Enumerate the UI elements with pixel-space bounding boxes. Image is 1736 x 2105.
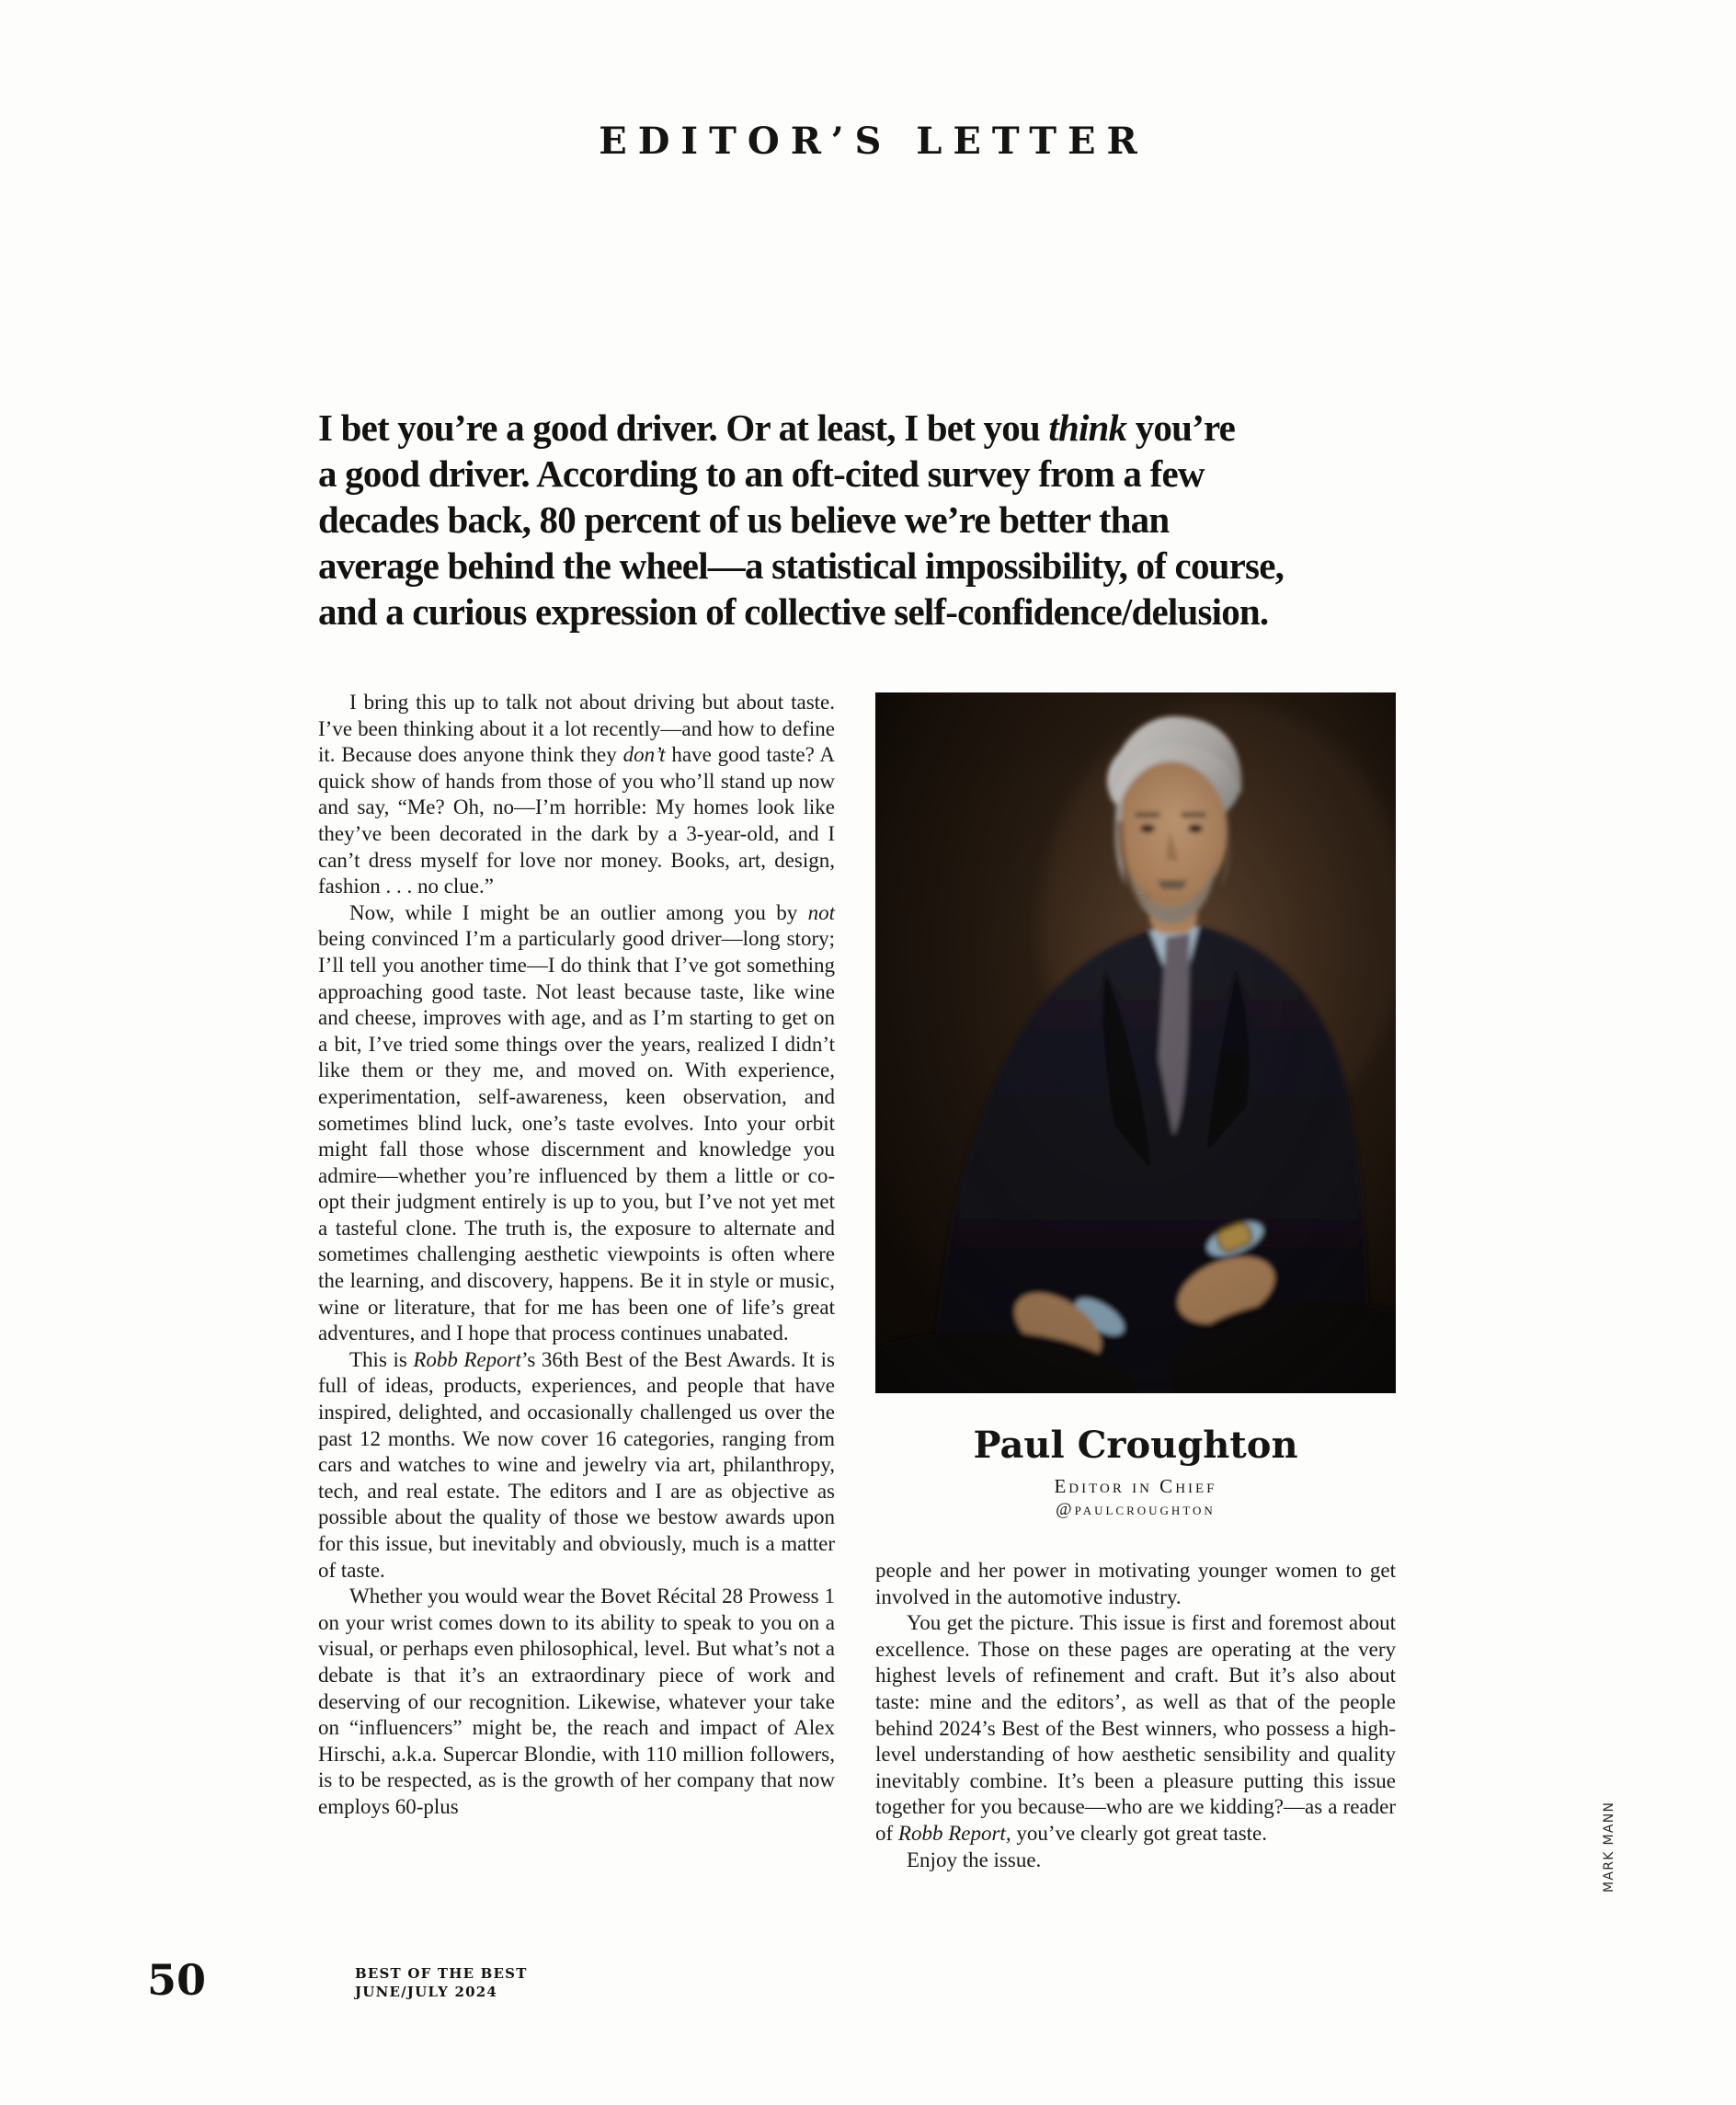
caption-role: Editor in Chief bbox=[1054, 1475, 1217, 1497]
body-paragraph: Whether you would wear the Bovet Récital 28 Prowess 1 on your wrist comes down to its ability to speak to you on a visual, or perhaps even philosophical, level. But what’s not a debate is that it’s an extraordinary piece of work and deserving of our recognition. Likewise, whatever your take on “influencers” might be, the reach and impact of Alex Hirschi, a.k.a. Supercar Blondie, with 110 million followers, is to be respected, as is the growth of her company that now employs 60-plus bbox=[318, 1584, 835, 1818]
intro-line: and a curious expression of collective self-confidence/delusion. bbox=[318, 590, 1269, 633]
intro-line: a good driver. According to an oft-cited survey from a few bbox=[318, 452, 1205, 495]
body-paragraph: This is Robb Report’s 36th Best of the Best Awards. It is full of ideas, products, experiences, and people that have inspired, delighted, and occasionally challenged us over the past 12 months. We now cover 16 categories, ranging from cars and watches to wine and jewelry via art, philanthropy, tech, and real estate. The editors and I are as objective as possible about the quality of those we bestow awards upon for this issue, but inevitably and obviously, much is a matter of taste. bbox=[318, 1347, 835, 1582]
portrait-illustration bbox=[875, 692, 1396, 1393]
photo-caption bbox=[875, 1424, 1396, 1520]
body-paragraph: You get the picture. This issue is first and foremost about excellence. Those on these pages are operating at the very highest levels of refinement and craft. But it’s also about taste: mine and the editors’, as well as that of the people behind 2024’s Best of the Best winners, who possess a high-level understanding of how aesthetic sensibility and quality inevitably combine. It’s been a pleasure putting this issue together for you because—who are we kidding?—as a reader of Robb Report, you’ve clearly got great taste. bbox=[875, 1611, 1396, 1845]
intro-line: decades back, 80 percent of us believe we’re better than bbox=[318, 498, 1170, 541]
body-paragraph: people and her power in motivating younger women to get involved in the automotive industry. bbox=[875, 1559, 1396, 1608]
body-paragraph: Now, while I might be an outlier among you by not being convinced I’m a particularly good driver—long story; I’ll tell you another time—I do think that I’ve got something approaching good taste. Not least because taste, like wine and cheese, improves with age, and as I’m starting to get on a bit, I’ve tried some things over the years, realized I didn’t like them or they me, and moved on. With experience, experimentation, self-awareness, keen observation, and sometimes blind luck, one’s taste evolves. Into your orbit might fall those whose discernment and knowledge you admire—whether you’re influenced by them a little or co-opt their judgment entirely is up to you, but I’ve not yet met a tasteful clone. The truth is, the exposure to alternate and sometimes challenging aesthetic viewpoints is often where the learning, and discovery, happens. Be it in style or music, wine or literature, that for me has been one of life’s great adventures, and I hope that process continues unabated. bbox=[318, 900, 835, 1345]
body-paragraph: Enjoy the issue. bbox=[907, 1848, 1042, 1871]
photographer-credit: MARK MANN bbox=[1602, 1801, 1616, 1893]
page-number: 50 bbox=[147, 1955, 207, 2005]
page-title: EDITOR’S LETTER bbox=[599, 120, 1148, 163]
intro-line: I bet you’re a good driver. Or at least, I bet you think you’re bbox=[318, 406, 1236, 449]
portrait-photo bbox=[875, 692, 1396, 1393]
intro-deck bbox=[318, 405, 1284, 635]
issue-info-line1: BEST OF THE BEST bbox=[355, 1965, 528, 1982]
body-column-right bbox=[875, 1558, 1396, 1873]
caption-name: Paul Croughton bbox=[973, 1424, 1298, 1467]
caption-social-handle: @paulcroughton bbox=[1056, 1500, 1216, 1519]
issue-info bbox=[355, 1964, 528, 2001]
intro-line: average behind the wheel—a statistical impossibility, of course, bbox=[318, 544, 1285, 587]
body-paragraph: I bring this up to talk not about driving but about taste. I’ve been thinking about it a lot recently—and how to define it. Because does anyone think they don’t have good taste? A quick show of hands from those of you who’ll stand up now and say, “Me? Oh, no—I’m horrible: My homes look like they’ve been decorated in the dark by a 3-year-old, and I can’t dress myself for love nor money. Books, art, design, fashion . . . no clue.” bbox=[318, 691, 835, 898]
body-column-left bbox=[318, 690, 835, 1821]
issue-info-line2: JUNE/JULY 2024 bbox=[355, 1984, 498, 2000]
